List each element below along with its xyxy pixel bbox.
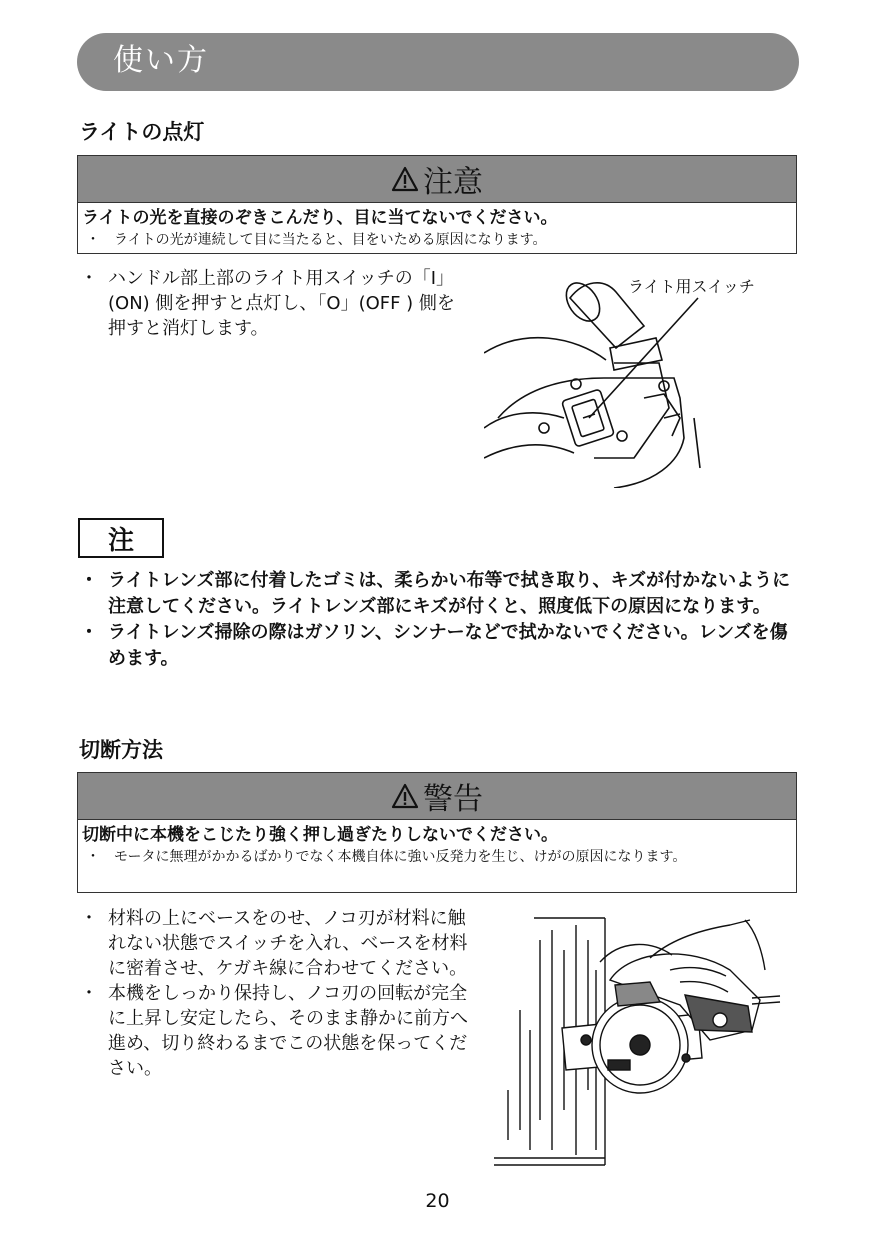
warning-triangle-icon	[391, 783, 419, 809]
bullet-mark: ・	[86, 849, 100, 865]
circular-saw-light-switch-illustration	[484, 268, 794, 488]
warning-body	[78, 820, 796, 872]
caution-label: 注意	[423, 165, 483, 200]
section-heading-cutting: 切断方法	[79, 738, 163, 762]
page-number: 20	[425, 1190, 450, 1212]
figure-label-light-switch: ライト用スイッチ	[628, 277, 755, 296]
bullet-mark: ・	[80, 622, 98, 643]
page-title: 使い方	[113, 43, 209, 78]
list-item	[80, 568, 792, 620]
bullet-mark: ・	[80, 983, 98, 1004]
note-item-text: ライトレンズ部に付着したゴミは、柔らかい布等で拭き取り、キズが付かないように注意してください。ライトレンズ部にキズが付くと、照度低下の原因になります。	[108, 570, 791, 617]
cutting-instruction-text: 材料の上にベースをのせ、ノコ刃が材料に触れない状態でスイッチを入れ、ベースを材料に密着させ、ケガキ線に合わせてください。	[108, 908, 468, 979]
cutting-instruction-text: 本機をしっかり保持し、ノコ刃の回転が完全に上昇し安定したら、そのまま静かに前方へ進め、切り終わるまでこの状態を保ってください。	[108, 983, 468, 1079]
warning-header	[78, 773, 796, 820]
bullet-mark: ・	[80, 908, 98, 929]
list-item	[80, 981, 468, 1081]
list-item	[80, 620, 792, 672]
caution-main-text: ライトの光を直接のぞきこんだり、目に当てないでください。	[82, 208, 558, 228]
note-item-text: ライトレンズ掃除の際はガソリン、シンナーなどで拭かないでください。レンズを傷めます。	[108, 622, 788, 669]
cutting-figure	[490, 910, 790, 1170]
caution-sub-content: ライトの光が連続して目に当たると、目をいためる原因になります。	[114, 232, 547, 248]
caution-header	[78, 156, 796, 203]
note-label-box: 注	[78, 518, 164, 558]
warning-label: 警告	[423, 782, 483, 817]
warning-box	[77, 772, 797, 893]
header-bar	[77, 33, 799, 91]
caution-body	[78, 203, 796, 255]
warning-sub-text	[82, 846, 792, 868]
circular-saw-cutting-illustration	[490, 910, 790, 1170]
caution-box	[77, 155, 797, 254]
list-item	[80, 906, 468, 981]
list-item	[80, 266, 468, 341]
note-list	[80, 568, 792, 672]
section-heading-light: ライトの点灯	[79, 120, 205, 144]
light-instruction-text: ハンドル部上部のライト用スイッチの「I」(ON) 側を押すと点灯し、「O」(OFF ) 側を押すと消灯します。	[108, 268, 455, 339]
warning-triangle-icon	[391, 166, 419, 192]
bullet-mark: ・	[86, 232, 100, 248]
bullet-mark: ・	[80, 268, 98, 289]
light-switch-figure	[484, 268, 794, 488]
bullet-mark: ・	[80, 570, 98, 591]
warning-main-text: 切断中に本機をこじたり強く押し過ぎたりしないでください。	[82, 825, 558, 845]
light-instruction-list	[80, 266, 468, 341]
warning-sub-content: モータに無理がかかるばかりでなく本機自体に強い反発力を生じ、けがの原因になります。	[114, 849, 687, 865]
cutting-instruction-list	[80, 906, 468, 1081]
caution-sub-text	[82, 229, 792, 251]
